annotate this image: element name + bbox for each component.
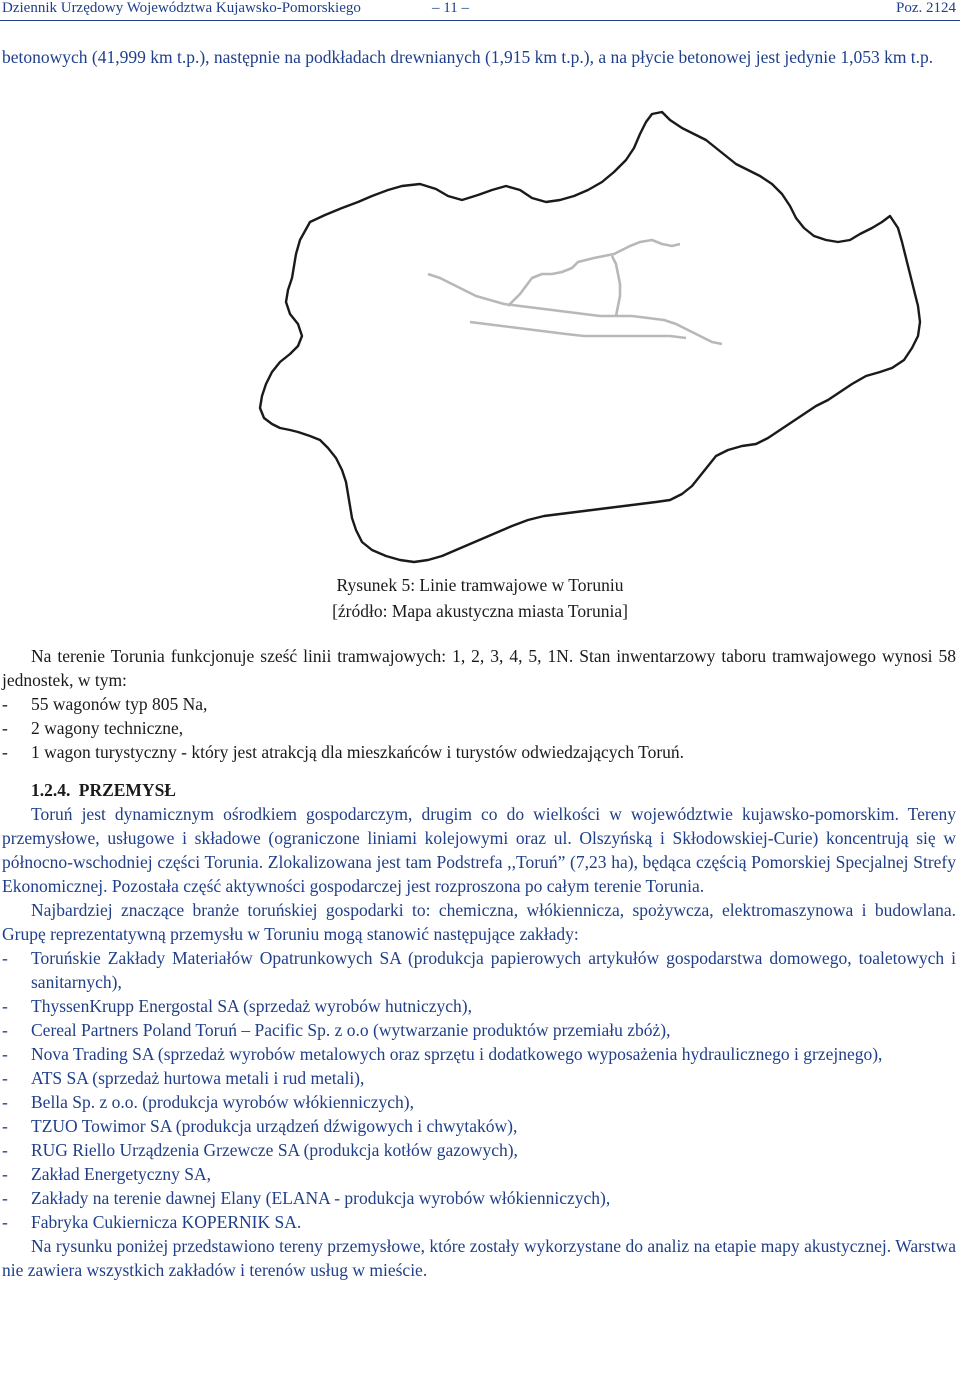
list-item: - Fabryka Cukiernicza KOPERNIK SA. [2,1212,302,1232]
list-item: - Bella Sp. z o.o. (produkcja wyrobów włókienniczych), [2,1092,414,1112]
tram-paragraph: Na terenie Torunia funkcjonuje sześć linii tramwajowych: 1, 2, 3, 4, 5, 1N. Stan inwentarzowy taboru tramwajowego wynosi 58 jednostek, w tym: [2,646,956,690]
list-item: - RUG Riello Urządzenia Grzewcze SA (produkcja kotłów gazowych), [2,1140,518,1160]
list-item: - ThyssenKrupp Energostal SA (sprzedaż wyrobów hutniczych), [2,996,472,1016]
list-item: - Zakład Energetyczny SA, [2,1164,211,1184]
page-number: – 11 – [432,0,469,16]
list-item: - 1 wagon turystyczny - który jest atrakcją dla mieszkańców i turystów odwiedzających Toruń. [2,742,685,762]
section-heading [2,778,956,802]
tram-line-main [428,274,722,344]
tram-lines-map [0,110,960,570]
tram-line-south [470,322,686,338]
tram-line-branch [612,256,620,316]
position-number: Poz. 2124 [896,0,956,16]
intro-paragraph: betonowych (41,999 km t.p.), następnie na podkładach drewnianych (1,915 km t.p.), a na płycie betonowej jest jedynie 1,053 km t.p. [2,47,934,67]
list-item: - TZUO Towimor SA (produkcja urządzeń dźwigowych i chwytaków), [2,1116,518,1136]
list-item: - ATS SA (sprzedaż hurtowa metali i rud metali), [2,1068,365,1088]
tram-lines [428,240,722,344]
industry-paragraph-3: Na rysunku poniżej przedstawiono tereny przemysłowe, które zostały wykorzystane do analiz na etapie mapy akustycznej. Warstwa nie zawiera wszystkich zakładów i terenów usług w mieście. [2,1236,956,1280]
list-item: - Nova Trading SA (sprzedaż wyrobów metalowych oraz sprzętu i dodatkowego wyposażenia hydraulicznego i grzejnego), [2,1044,883,1064]
list-item: - Zakłady na terenie dawnej Elany (ELANA - produkcja wyrobów włókienniczych), [2,1188,611,1208]
list-item: - Cereal Partners Poland Toruń – Pacific Sp. z o.o (wytwarzanie produktów przemiału zbóż), [2,1020,671,1040]
section-number: 1.2.4. [31,780,71,800]
caption-title: Rysunek 5: Linie tramwajowe w Toruniu [336,575,624,595]
figure-caption [0,572,960,624]
caption-source: [źródło: Mapa akustyczna miasta Torunia] [332,601,628,621]
industry-paragraph-2: Najbardziej znaczące branże toruńskiej gospodarki to: chemiczna, włókiennicza, spożywcza, elektromaszynowa i budowlana. Grupę reprezentatywną przemysłu w Toruniu mogą stanowić następujące zakłady: [2,900,956,944]
body-text [2,644,956,1282]
section-title: PRZEMYSŁ [78,780,176,800]
journal-title: Dziennik Urzędowy Województwa Kujawsko-Pomorskiego [2,0,361,16]
list-item: - 2 wagony techniczne, [2,718,184,738]
list-item: - Toruńskie Zakłady Materiałów Opatrunkowych SA (produkcja papierowych artykułów gospodarstwa domowego, toaletowych i sanitarnych), [2,948,956,992]
header-rule [0,20,960,21]
list-item: - 55 wagonów typ 805 Na, [2,694,208,714]
page-header [0,0,960,20]
industry-paragraph-1: Toruń jest dynamicznym ośrodkiem gospodarczym, drugim co do wielkości w województwie kujawsko-pomorskim. Tereny przemysłowe, usługowe i składowe (ograniczone liniami kolejowymi oraz ul. Olszyńską i Skłodowskiej-Curie) koncentrują się w północno-wschodniej części Torunia. Zlokalizowana jest tam Podstrefa ,,Toruń” (7,23 ha), będąca częścią Pomorskiej Specjalnej Strefy Ekonomicznej. Pozostała część aktywności gospodarczej jest rozproszona po całym terenie Torunia. [2,804,956,896]
tram-line-north [508,240,680,306]
